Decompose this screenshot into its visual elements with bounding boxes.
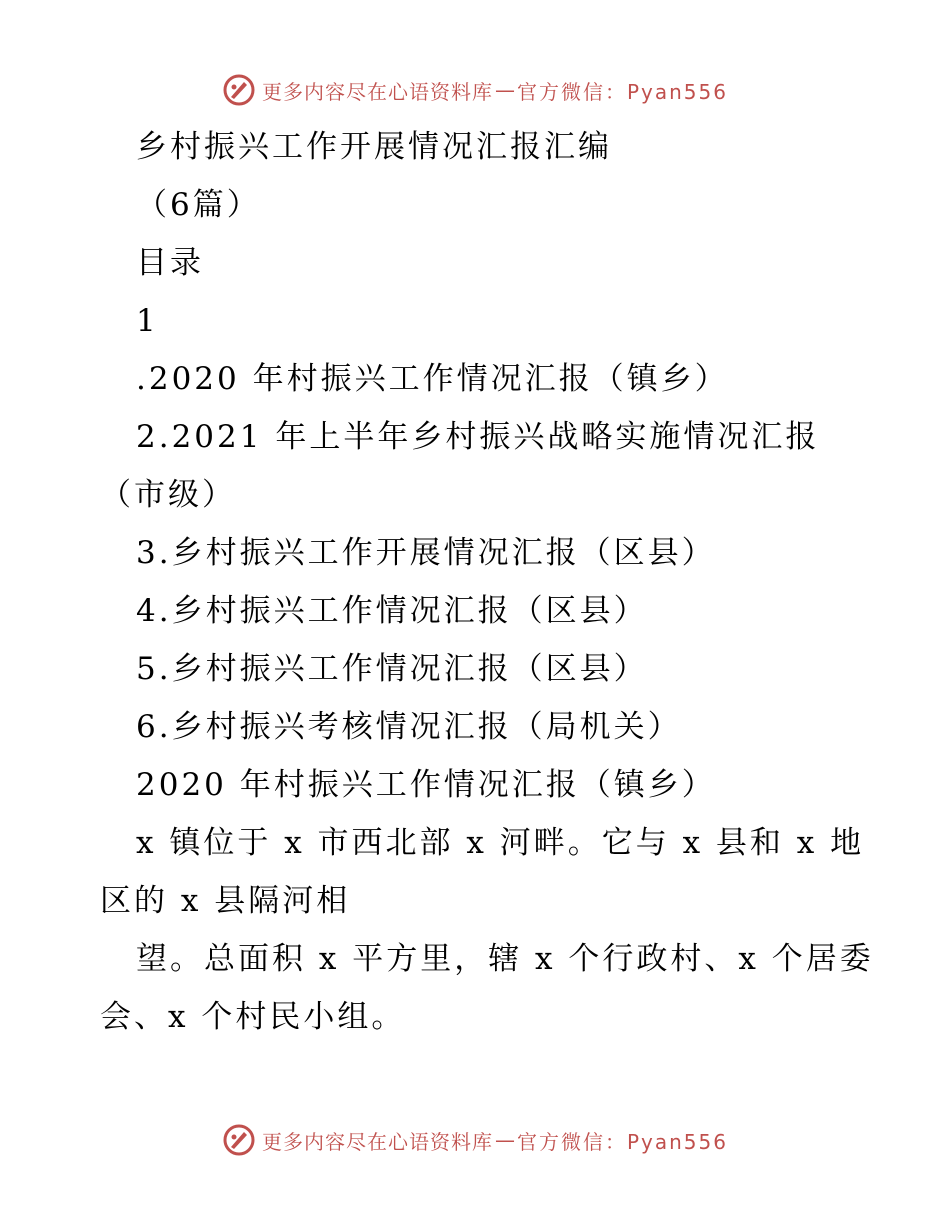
header-watermark	[0, 70, 950, 110]
watermark-contact: 官方微信：Pyan556	[516, 1129, 728, 1154]
toc-number: 1	[136, 303, 159, 339]
toc-item: 4.乡村振兴工作情况汇报（区县）	[136, 593, 648, 629]
toc-item-continuation: （市级）	[100, 477, 236, 513]
toc-item: 6.乡村振兴考核情况汇报（局机关）	[136, 709, 682, 745]
paragraph-line: 望。总面积 x 平方里，辖 x 个行政村、x 个居委	[136, 941, 874, 977]
watermark-contact: 官方微信：Pyan556	[516, 79, 728, 104]
footer-watermark	[0, 1120, 950, 1160]
document-body	[100, 118, 874, 1046]
quill-seal-icon	[222, 73, 256, 107]
watermark-text: 更多内容尽在心语资料库	[261, 79, 493, 104]
paragraph-line: 会、x 个村民小组。	[100, 999, 406, 1035]
watermark-separator: —	[494, 78, 515, 102]
section-title: 2020 年村振兴工作情况汇报（镇乡）	[136, 767, 716, 803]
toc-item: .2020 年村振兴工作情况汇报（镇乡）	[136, 361, 729, 397]
paragraph-line: x 镇位于 x 市西北部 x 河畔。它与 x 县和 x 地	[136, 825, 865, 861]
quill-seal-icon	[222, 1123, 256, 1157]
toc-item: 5.乡村振兴工作情况汇报（区县）	[136, 651, 648, 687]
watermark-text: 更多内容尽在心语资料库	[261, 1129, 493, 1154]
toc-item: 3.乡村振兴工作开展情况汇报（区县）	[136, 535, 716, 571]
paragraph-line: 区的 x 县隔河相	[100, 883, 351, 919]
watermark-separator: —	[494, 1128, 515, 1152]
toc-item: 2.2021 年上半年乡村振兴战略实施情况汇报	[136, 419, 820, 455]
document-title: 乡村振兴工作开展情况汇报汇编	[136, 129, 612, 165]
toc-heading: 目录	[136, 245, 204, 281]
document-count: （6篇）	[136, 187, 261, 223]
